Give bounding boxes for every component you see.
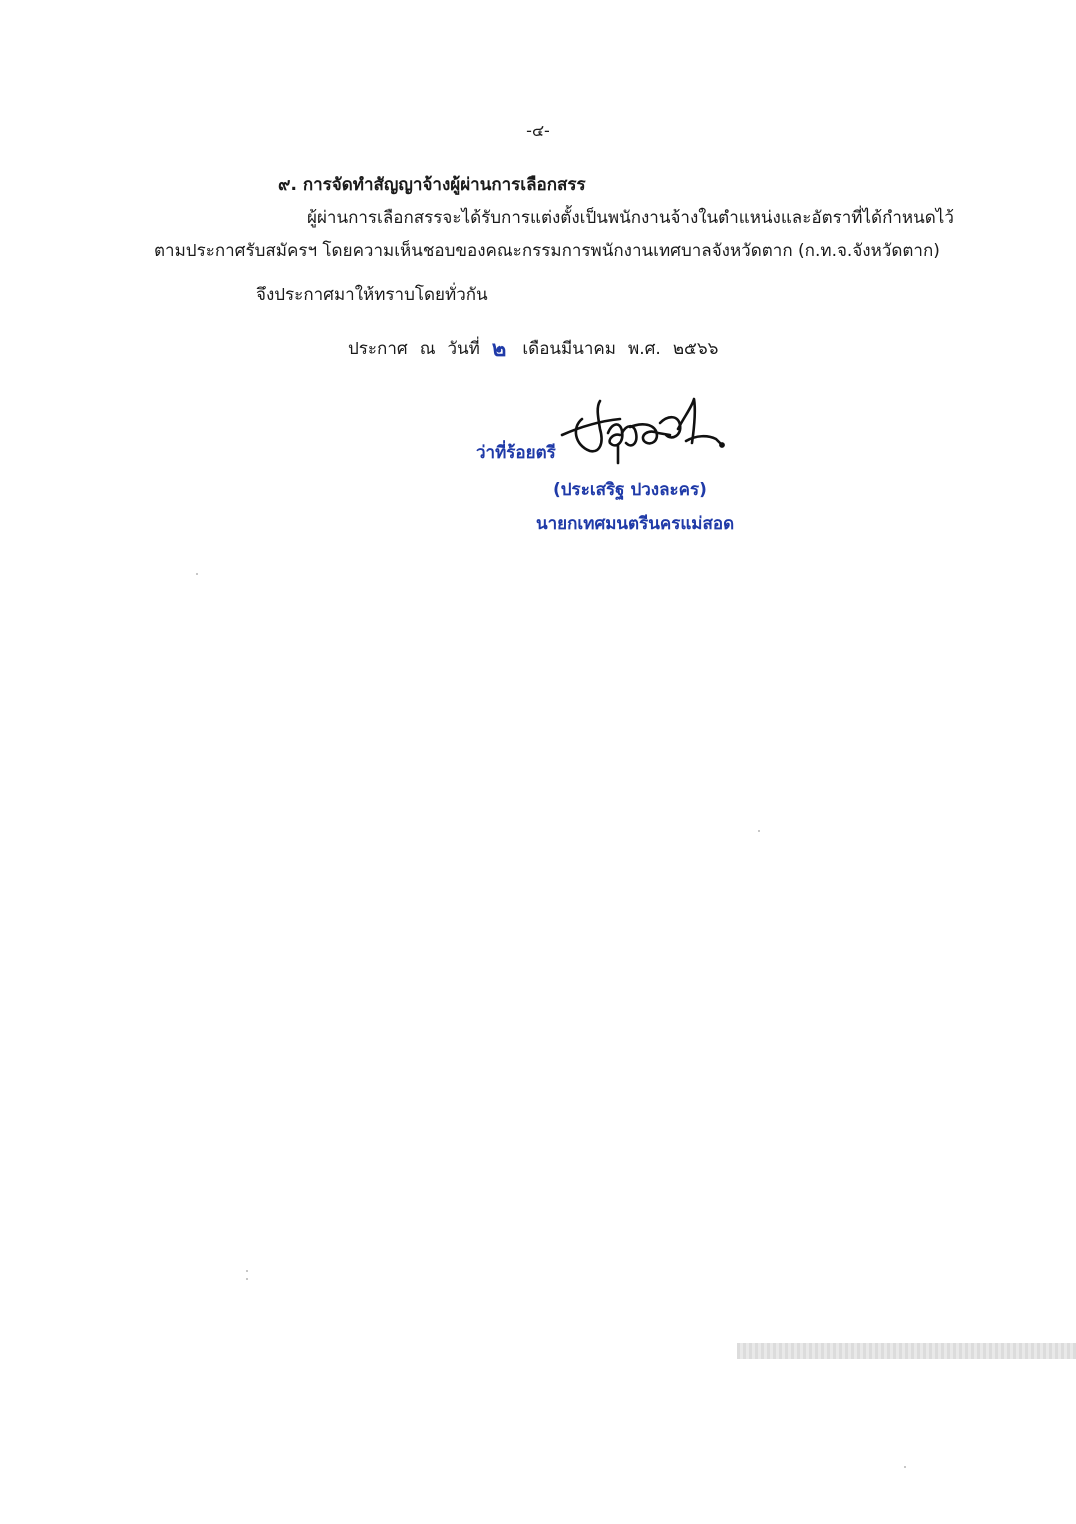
page-number: -๔- xyxy=(526,121,550,140)
scan-speck xyxy=(196,573,198,575)
date-year: ๒๕๖๖ xyxy=(672,339,719,359)
closing-statement: จึงประกาศมาให้ทราบโดยทั่วกัน xyxy=(256,285,488,305)
signatory-rank: ว่าที่ร้อยตรี xyxy=(476,443,556,463)
date-day: ๒ xyxy=(491,337,507,362)
signatory-name: (ประเสริฐ ปวงละคร) xyxy=(553,480,707,500)
date-month: เดือนมีนาคม xyxy=(522,339,616,359)
date-era: พ.ศ. xyxy=(628,339,661,359)
date-prefix: ประกาศ xyxy=(348,339,408,359)
scan-speck xyxy=(246,1270,248,1272)
scan-speck xyxy=(246,1278,248,1280)
scan-artifact-strip xyxy=(737,1343,1076,1359)
scan-speck xyxy=(904,1466,906,1468)
announcement-date xyxy=(348,337,718,362)
scan-speck xyxy=(758,830,760,832)
signatory-title: นายกเทศมนตรีนครแม่สอด xyxy=(536,514,735,534)
paragraph-line-2: ตามประกาศรับสมัครฯ โดยความเห็นชอบของคณะกรรมการพนักงานเทศบาลจังหวัดตาก (ก.ท.จ.จังหวัดตาก) xyxy=(154,241,940,261)
handwritten-signature xyxy=(560,393,730,473)
date-day-label: วันที่ xyxy=(447,339,480,359)
date-at: ณ xyxy=(419,339,436,359)
section-heading: ๙. การจัดทำสัญญาจ้างผู้ผ่านการเลือกสรร xyxy=(278,175,586,195)
paragraph-line-1: ผู้ผ่านการเลือกสรรจะได้รับการแต่งตั้งเป็นพนักงานจ้างในตำแหน่งและอัตราที่ได้กำหนดไว้ xyxy=(307,208,954,228)
